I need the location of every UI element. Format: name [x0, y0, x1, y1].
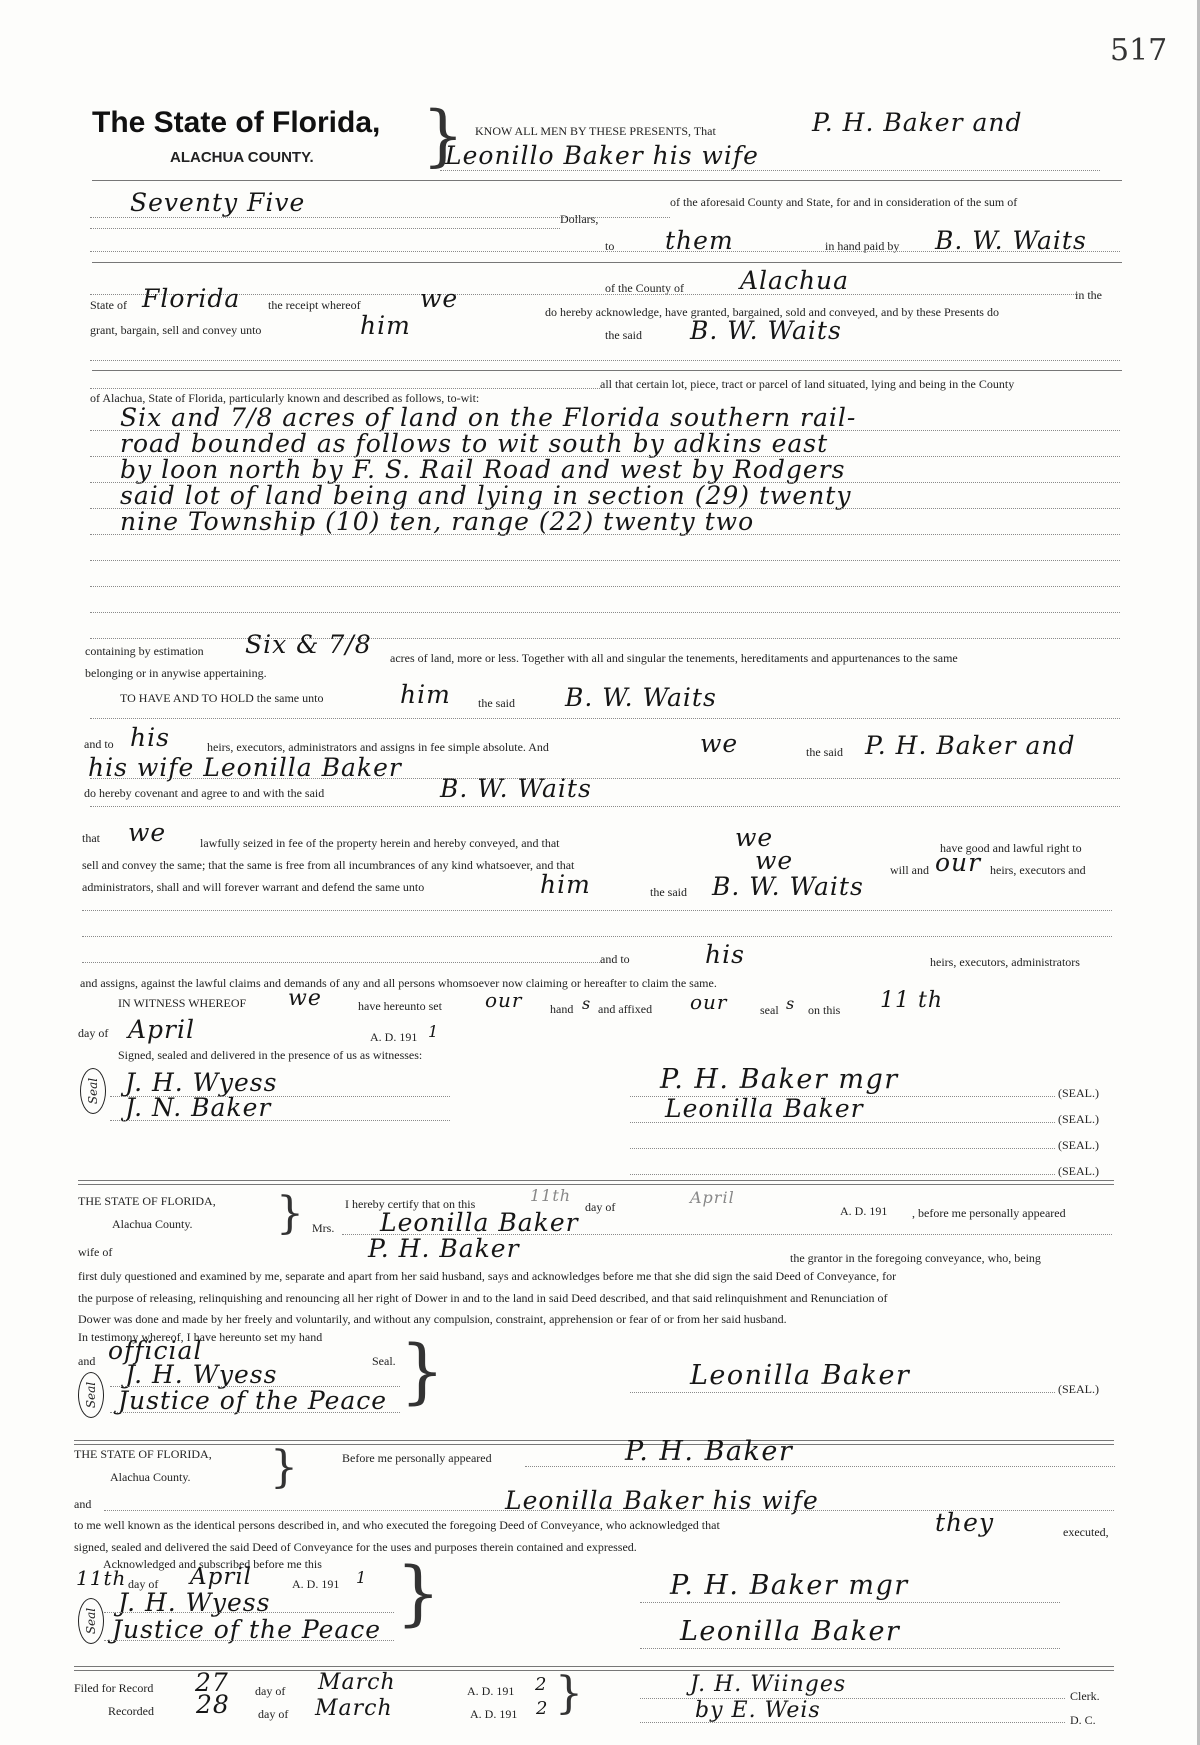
- rule: [90, 482, 1120, 483]
- appeared-text: , before me personally appeared: [912, 1206, 1066, 1220]
- covenant-text: do hereby covenant and agree to and with the said: [84, 786, 325, 800]
- grantors-line1: P. H. Baker and: [812, 108, 1023, 137]
- seized-value: we: [735, 823, 774, 852]
- rule: [104, 1612, 394, 1613]
- dower-signature: Leonilla Baker: [690, 1360, 911, 1391]
- grantor-signature-2: Leonilla Baker: [665, 1094, 864, 1123]
- the-said-label: the said: [478, 696, 515, 710]
- clerk-signature: J. H. Wiinges: [690, 1672, 847, 1697]
- recorded-day: 28: [196, 1690, 230, 1719]
- heirs-text: heirs, executors, administrators and assigns in fee simple absolute. And: [207, 740, 549, 754]
- official-value: official: [108, 1336, 203, 1365]
- grantor-text: the grantor in the foregoing conveyance, who, being: [790, 1251, 1041, 1265]
- rule: [640, 1722, 1065, 1723]
- section-separator: [92, 262, 1122, 263]
- rule: [90, 586, 1120, 587]
- ack-county: Alachua County.: [110, 1470, 191, 1484]
- and-we-value: we: [700, 729, 739, 758]
- ack-seal-stamp: Seal: [78, 1598, 104, 1644]
- ad-text: A. D. 191: [467, 1684, 515, 1698]
- well-known-text: to me well known as the identical persons described in, and who executed the foregoing Deed of Conveyance, who acknowledged that: [74, 1518, 720, 1532]
- rule: [90, 388, 600, 389]
- dower-state: THE STATE OF FLORIDA,: [78, 1194, 216, 1208]
- rule: [110, 1096, 450, 1097]
- land-description-line: by loon north by F. S. Rail Road and west by Rodgers: [120, 455, 846, 484]
- defend-name: B. W. Waits: [712, 872, 864, 901]
- filing-brace: }: [555, 1668, 583, 1719]
- certify-text: I hereby certify that on this: [345, 1197, 476, 1211]
- day-of-text: day of: [255, 1684, 286, 1698]
- form-title: The State of Florida,: [92, 106, 381, 139]
- witness-year: 1: [428, 1022, 440, 1041]
- rule: [630, 1122, 1055, 1123]
- rule: [640, 1698, 1065, 1699]
- grantors-name: P. H. Baker and: [865, 731, 1076, 760]
- receipt-label: the receipt whereof: [268, 298, 361, 312]
- our-value: our: [935, 848, 982, 877]
- sell-convey-text: sell and convey the same; that the same is free from all incumbrances of any kind whatsoever, and that: [82, 858, 575, 872]
- dower-officer: J. H. Wyess: [125, 1360, 278, 1389]
- seal-label: (SEAL.): [1058, 1138, 1099, 1152]
- containing-label: containing by estimation: [85, 644, 204, 658]
- all-that-text: all that certain lot, piece, tract or parcel of land situated, lying and being in the County: [600, 377, 1015, 391]
- mrs-label: Mrs.: [312, 1221, 335, 1235]
- affixed-value: our: [690, 990, 728, 1014]
- ack-officer: J. H. Wyess: [118, 1588, 271, 1617]
- rule: [110, 1120, 450, 1121]
- have-hereunto-text: have hereunto set: [358, 999, 442, 1013]
- seal-label: (SEAL.): [1058, 1382, 1099, 1396]
- they-value: they: [935, 1508, 995, 1537]
- witness-month: April: [128, 1015, 195, 1044]
- ack-officer-title: Justice of the Peace: [112, 1615, 382, 1644]
- heirs-exec-text: heirs, executors and: [990, 863, 1086, 877]
- seal-s-value: s: [786, 994, 796, 1013]
- rule: [90, 228, 560, 229]
- rule: [90, 778, 1120, 779]
- land-description-line: Six and 7/8 acres of land on the Florida southern rail-: [120, 403, 857, 432]
- grantor-signature-1: P. H. Baker mgr: [660, 1064, 899, 1095]
- paid-by-value: B. W. Waits: [935, 226, 1087, 255]
- wife-of-label: wife of: [78, 1245, 113, 1259]
- land-description-line: road bounded as follows to wit south by adkins east: [120, 429, 829, 458]
- certify-day: 11th: [530, 1186, 572, 1205]
- section-separator: [74, 1440, 1114, 1445]
- ad-text: A. D. 191: [470, 1707, 518, 1721]
- section-separator: [92, 180, 1122, 181]
- grantors-wife: his wife Leonilla Baker: [88, 753, 402, 782]
- witness-day: 11 th: [880, 988, 943, 1013]
- dower-brace: }: [276, 1188, 304, 1239]
- hand-text: hand: [550, 1002, 574, 1016]
- and-name: Leonilla Baker his wife: [505, 1486, 819, 1515]
- rule: [110, 1412, 400, 1413]
- signed-sealed-text: Signed, sealed and delivered in the presence of us as witnesses:: [118, 1048, 423, 1062]
- and-to2-label: and to: [600, 952, 630, 966]
- rule: [90, 360, 1120, 361]
- acknowledge-text: do hereby acknowledge, have granted, bargained, sold and conveyed, and by these Presents do: [545, 305, 999, 319]
- deputy-signature: by E. Weis: [695, 1698, 821, 1723]
- certify-month: April: [690, 1188, 735, 1207]
- section-separator: [74, 1666, 1114, 1671]
- right-text: have good and lawful right to: [940, 841, 1082, 855]
- dower-county: Alachua County.: [112, 1217, 193, 1231]
- state-value: Florida: [142, 284, 241, 313]
- land-description-line: nine Township (10) ten, range (22) twenty two: [120, 507, 755, 536]
- rule: [90, 508, 1120, 509]
- seized-text: lawfully seized in fee of the property herein and hereby conveyed, and that: [200, 836, 560, 850]
- rule: [640, 1602, 1060, 1603]
- to-value: them: [665, 226, 734, 255]
- to-label: to: [605, 239, 615, 253]
- land-description-line: said lot of land being and lying in section (29) twenty: [120, 481, 852, 510]
- testimony-brace: }: [400, 1330, 445, 1412]
- dower-line: the purpose of releasing, relinquishing and renouncing all her right of Dower in and to the land in said Deed described, and that said relinquishment and Renunciation of: [78, 1291, 888, 1305]
- dower-seal-stamp: Seal: [78, 1372, 104, 1418]
- aforesaid-text: of the aforesaid County and State, for and in consideration of the sum of: [670, 195, 1018, 209]
- section-separator: [78, 1180, 1114, 1185]
- witness-value: we: [288, 986, 322, 1011]
- dower-officer-title: Justice of the Peace: [118, 1386, 388, 1415]
- rule: [440, 170, 1100, 171]
- of-alachua-text: of Alachua, State of Florida, particularly known and described as follows, to-wit:: [90, 391, 480, 405]
- on-this-text: on this: [808, 1003, 841, 1017]
- ack-signature-2: Leonilla Baker: [680, 1616, 901, 1647]
- rule: [90, 534, 1120, 535]
- to-have-name: B. W. Waits: [565, 683, 717, 712]
- rule: [82, 910, 1112, 911]
- day-of-text: day of: [585, 1200, 616, 1214]
- rule: [630, 1392, 1055, 1393]
- know-all-text: KNOW ALL MEN BY THESE PRESENTS, That: [475, 124, 716, 138]
- in-the-label: in the: [1075, 288, 1102, 302]
- belonging-text: belonging or in anywise appertaining.: [85, 666, 267, 680]
- consideration-amount: Seventy Five: [130, 188, 306, 217]
- rule: [104, 1640, 394, 1641]
- sell-value: we: [755, 846, 794, 875]
- acres-value: Six & 7/8: [245, 630, 372, 659]
- in-witness-text: IN WITNESS WHEREOF: [118, 996, 247, 1010]
- and-label: and: [74, 1497, 92, 1511]
- covenant-value: B. W. Waits: [440, 774, 592, 803]
- grant-unto-value: him: [360, 311, 411, 340]
- county-value: Alachua: [740, 266, 850, 295]
- filed-month: March: [318, 1670, 396, 1695]
- affixed-text: and affixed: [598, 1002, 653, 1016]
- defend-value: him: [540, 870, 591, 899]
- dower-line: Dower was done and made by her freely and voluntarily, and without any compulsion, constraint, apprehension or fear of or from her said husband.: [78, 1312, 787, 1326]
- ack-year: 1: [356, 1568, 368, 1587]
- rule: [90, 718, 1120, 719]
- assigns-text: and assigns, against the lawful claims and demands of any and all persons whomsoever now claiming or hereafter to claim the same.: [80, 976, 717, 990]
- of-county-label: of the County of: [605, 281, 684, 295]
- wife-of-name: P. H. Baker: [368, 1234, 520, 1263]
- administrators-text: administrators, shall and will forever warrant and defend the same unto: [82, 880, 425, 894]
- testimony-text: In testimony whereof, I have hereunto set my hand: [78, 1330, 323, 1344]
- state-of-label: State of: [90, 298, 127, 312]
- mrs-name: Leonilla Baker: [380, 1208, 579, 1237]
- filed-day: 27: [195, 1668, 229, 1697]
- heirs-exec2-text: heirs, executors, administrators: [930, 955, 1080, 969]
- rule: [640, 1648, 1060, 1649]
- that-value: we: [128, 818, 167, 847]
- recorded-year: 2: [536, 1698, 549, 1719]
- the-said-label: the said: [650, 885, 687, 899]
- rule: [110, 1386, 400, 1387]
- rule: [525, 1466, 1115, 1467]
- rule: [82, 936, 1112, 937]
- grantors-line2: Leonillo Baker his wife: [445, 141, 759, 170]
- subscribed-text: Acknowledged and subscribed before me this: [103, 1557, 322, 1571]
- set-value: our: [485, 988, 523, 1012]
- seal-label: (SEAL.): [1058, 1086, 1099, 1100]
- and-to-value: his: [130, 723, 170, 752]
- seal-label: (SEAL.): [1058, 1112, 1099, 1126]
- seal-label: (SEAL.): [1058, 1164, 1099, 1178]
- page-number: 517: [1110, 33, 1168, 68]
- seal-word: Seal.: [372, 1354, 396, 1368]
- form-county: ALACHUA COUNTY.: [170, 149, 314, 166]
- witness2-signature: J. N. Baker: [125, 1093, 272, 1122]
- day-of-text: day of: [258, 1707, 289, 1721]
- the-said-label: the said: [806, 745, 843, 759]
- paid-by-label: in hand paid by: [825, 239, 900, 253]
- the-said-label: the said: [605, 328, 642, 342]
- ad-text: A. D. 191: [292, 1577, 340, 1591]
- day-of-text: day of: [78, 1026, 109, 1040]
- ack-state: THE STATE OF FLORIDA,: [74, 1447, 212, 1461]
- recorded-month: March: [315, 1696, 393, 1721]
- grant-text: grant, bargain, sell and convey unto: [90, 323, 262, 337]
- rule: [90, 806, 1120, 807]
- rule: [90, 612, 1120, 613]
- and-label: and: [78, 1354, 96, 1368]
- grantee-name: B. W. Waits: [690, 316, 842, 345]
- to-have-value: him: [400, 680, 451, 709]
- ack-date-brace: }: [396, 1552, 441, 1634]
- receipt-value: we: [420, 284, 459, 313]
- rule: [630, 1174, 1055, 1175]
- ack-date: 11th: [76, 1566, 127, 1590]
- clerk-label: Clerk.: [1070, 1689, 1100, 1703]
- ack-signature-1: P. H. Baker mgr: [670, 1570, 909, 1601]
- and-to2-value: his: [705, 940, 745, 969]
- that-label: that: [82, 831, 100, 845]
- filed-year: 2: [535, 1674, 548, 1695]
- dc-label: D. C.: [1070, 1713, 1096, 1727]
- will-and-text: will and: [890, 863, 929, 877]
- ack-brace: }: [270, 1442, 298, 1493]
- header-brace: }: [422, 97, 464, 174]
- ack-month: April: [190, 1564, 253, 1590]
- dollars-label: Dollars,: [560, 212, 599, 226]
- section-separator: [92, 370, 1122, 371]
- rule: [90, 456, 1120, 457]
- to-have-text: TO HAVE AND TO HOLD the same unto: [120, 691, 324, 705]
- filed-text: Filed for Record: [74, 1681, 154, 1695]
- hand-s-value: s: [582, 994, 592, 1013]
- day-of-text: day of: [128, 1577, 159, 1591]
- ad-text: A. D. 191: [370, 1030, 418, 1044]
- ad-text: A. D. 191: [840, 1204, 888, 1218]
- witness1-signature: J. H. Wyess: [125, 1068, 278, 1097]
- rule: [630, 1148, 1055, 1149]
- executed-text: executed,: [1063, 1525, 1109, 1539]
- rule: [90, 430, 1120, 431]
- rule: [90, 251, 1120, 252]
- rule: [90, 560, 1120, 561]
- acres-text: acres of land, more or less. Together with all and singular the tenements, hereditaments and appurtenances to the same: [390, 651, 958, 665]
- recorded-text: Recorded: [108, 1704, 154, 1718]
- witness-seal-stamp: Seal: [80, 1068, 106, 1114]
- and-to-label: and to: [84, 737, 114, 751]
- rule: [82, 962, 602, 963]
- rule: [630, 1096, 1055, 1097]
- seal-text: seal: [760, 1003, 779, 1017]
- dower-line: first duly questioned and examined by me, separate and apart from her said husband, says and acknowledges before me that she did sign the said Deed of Conveyance, for: [78, 1269, 897, 1283]
- signed-line: signed, sealed and delivered the said Deed of Conveyance for the uses and purposes therein contained and expressed.: [74, 1540, 637, 1554]
- before-me-name: P. H. Baker: [625, 1436, 794, 1467]
- before-me-text: Before me personally appeared: [342, 1451, 492, 1465]
